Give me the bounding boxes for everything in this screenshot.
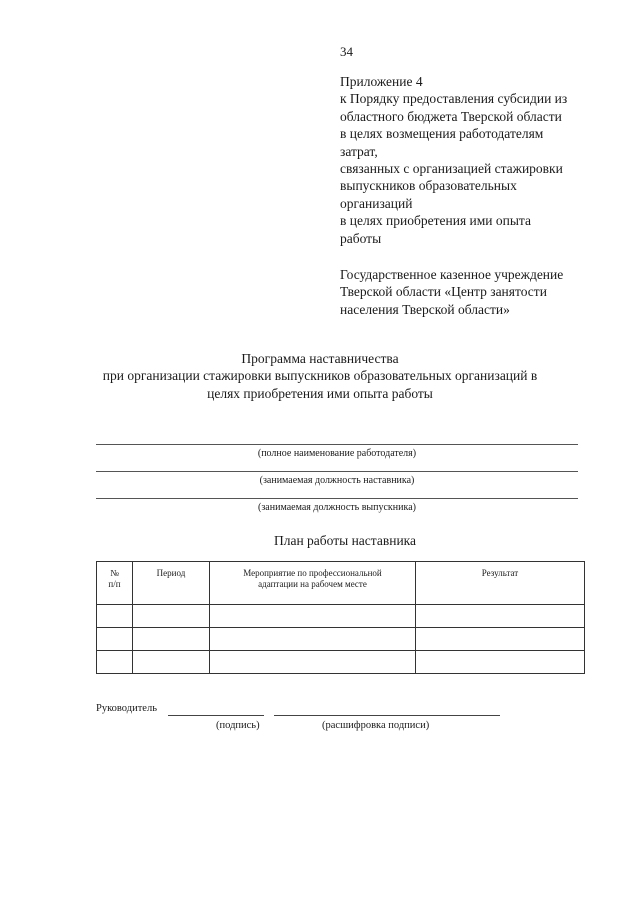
header-result: Результат	[416, 562, 585, 605]
appendix-line: затрат,	[340, 143, 378, 159]
appendix-line: работы	[340, 230, 382, 246]
table-header-row	[97, 562, 585, 605]
table-cell[interactable]	[97, 605, 133, 628]
employer-name-field[interactable]	[96, 444, 578, 459]
header-number-line: п/п	[108, 579, 121, 589]
appendix-line: к Порядку предоставления субсидии из	[340, 91, 568, 107]
table-cell[interactable]	[416, 628, 585, 651]
appendix-line: в целях возмещения работодателям	[340, 126, 544, 142]
signature-line[interactable]	[168, 715, 264, 716]
table-cell[interactable]	[133, 651, 210, 674]
institution-line: Тверской области «Центр занятости	[340, 284, 547, 300]
appendix-line: Приложение 4	[340, 74, 423, 89]
table-cell[interactable]	[416, 651, 585, 674]
graduate-position-field[interactable]	[96, 498, 578, 513]
appendix-line: в целях приобретения ими опыта	[340, 213, 531, 229]
table-cell[interactable]	[133, 628, 210, 651]
institution-addressee	[340, 266, 620, 318]
mentor-position-line	[96, 471, 578, 472]
table-cell[interactable]	[210, 605, 416, 628]
table-cell[interactable]	[210, 628, 416, 651]
mentor-position-field[interactable]	[96, 471, 578, 486]
plan-title: План работы наставника	[273, 533, 417, 548]
program-title-line: целях приобретения ими опыта работы	[207, 385, 433, 401]
table-cell[interactable]	[210, 651, 416, 674]
appendix-line: выпускников образовательных	[340, 178, 517, 194]
mentor-position-caption: (занимаемая должность наставника)	[259, 475, 415, 486]
employer-name-caption: (полное наименование работодателя)	[257, 448, 417, 459]
header-activity	[210, 562, 416, 605]
decryption-caption: (расшифровка подписи)	[322, 720, 430, 731]
table-cell[interactable]	[97, 628, 133, 651]
page-number: 34	[340, 44, 353, 59]
graduate-position-line	[96, 498, 578, 499]
table-cell[interactable]	[133, 605, 210, 628]
header-period: Период	[133, 562, 210, 605]
appendix-header	[340, 73, 615, 247]
table-cell[interactable]	[416, 605, 585, 628]
signature-label: Руководитель	[96, 703, 157, 714]
program-title	[80, 350, 560, 402]
appendix-line: связанных с организацией стажировки	[340, 161, 563, 177]
institution-line: Государственное казенное учреждение	[340, 267, 564, 282]
program-title-line: при организации стажировки выпускников образовательных организаций в	[102, 368, 538, 384]
header-activity-line: Мероприятие по профессиональной	[243, 568, 382, 578]
header-number	[97, 562, 133, 605]
program-title-line: Программа наставничества	[241, 351, 399, 366]
header-number-line: №	[110, 568, 119, 578]
appendix-line: организаций	[340, 195, 413, 211]
mentor-plan-table	[96, 561, 585, 674]
institution-line: населения Тверской области»	[340, 301, 510, 317]
graduate-position-caption: (занимаемая должность выпускника)	[258, 502, 416, 513]
table-row	[97, 628, 585, 651]
employer-name-line	[96, 444, 578, 445]
header-activity-line: адаптации на рабочем месте	[258, 579, 367, 589]
signature-caption: (подпись)	[216, 720, 260, 731]
appendix-line: областного бюджета Тверской области	[340, 108, 562, 124]
decryption-line[interactable]	[274, 715, 500, 716]
table-row	[97, 651, 585, 674]
table-row	[97, 605, 585, 628]
table-cell[interactable]	[97, 651, 133, 674]
